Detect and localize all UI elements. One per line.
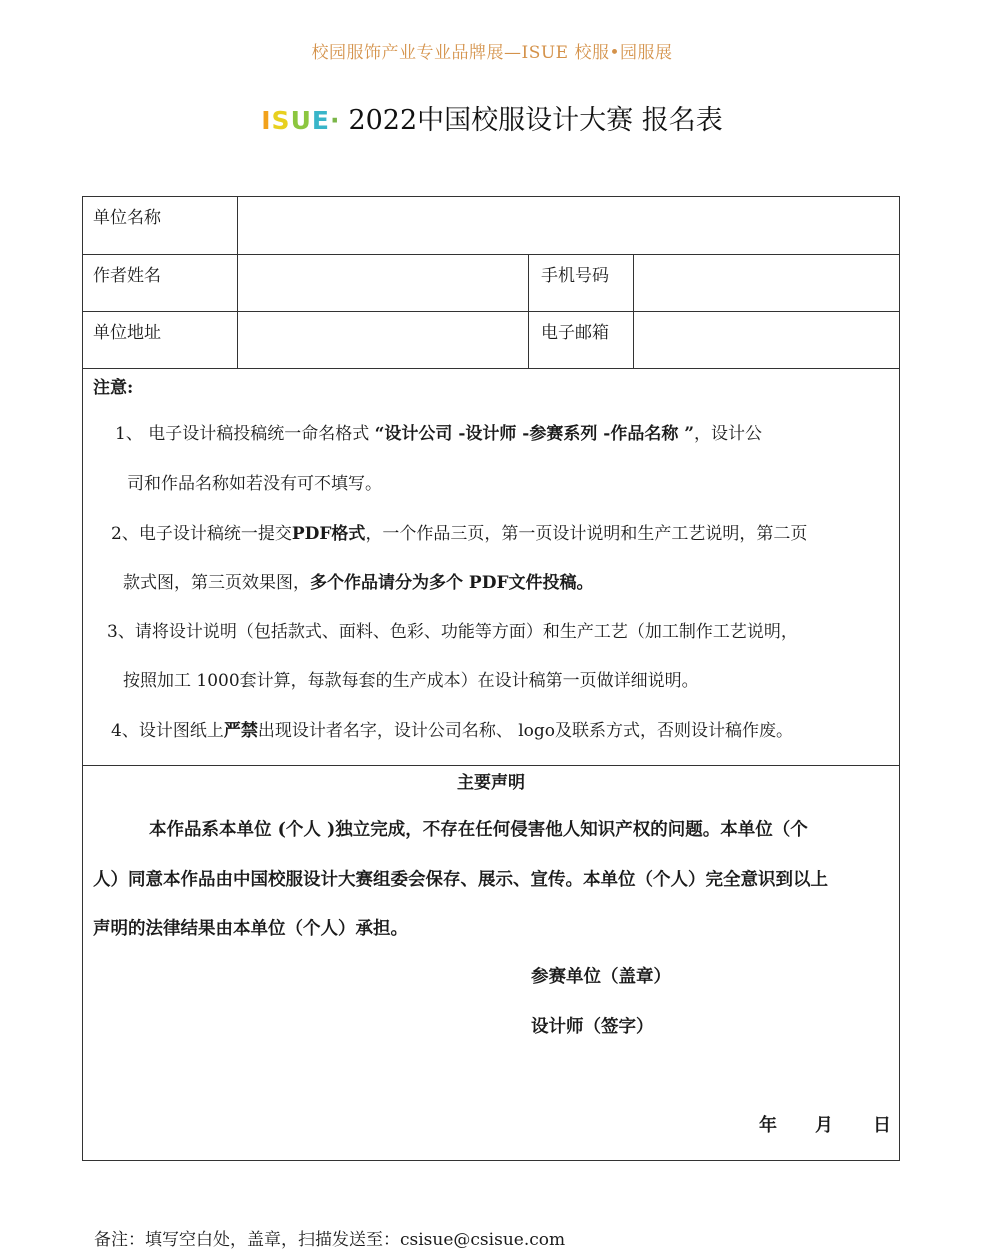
declaration-line-3: 声明的法律结果由本单位（个人）承担。 xyxy=(93,919,408,939)
divider xyxy=(237,197,238,254)
phone-label: 手机号码 xyxy=(541,266,609,286)
divider xyxy=(237,312,238,368)
sign-unit-label: 参赛单位（盖章） xyxy=(531,967,671,987)
phone-field[interactable] xyxy=(635,255,899,311)
declaration-heading: 主要声明 xyxy=(457,773,525,793)
divider xyxy=(528,255,529,311)
notes-section xyxy=(83,369,899,766)
declaration-line-2: 人）同意本作品由中国校服设计大赛组委会保存、展示、宣传。本单位（个人）完全意识到以上 xyxy=(93,870,828,890)
unit-name-field[interactable] xyxy=(239,197,899,254)
note-item-2: 2、电子设计稿统一提交PDF格式，一个作品三页，第一页设计说明和生产工艺说明，第二页 xyxy=(111,524,808,544)
note-item-2-cont: 款式图，第三页效果图，多个作品请分为多个 PDF文件投稿。 xyxy=(123,573,594,593)
note-item-4: 4、设计图纸上严禁出现设计者名字，设计公司名称、 logo及联系方式，否则设计稿作废。 xyxy=(111,721,794,741)
note-item-1: 1、 电子设计稿投稿统一命名格式 “设计公司 -设计师 -参赛系列 -作品名称 ”，设计公 xyxy=(115,424,763,444)
unit-name-label: 单位名称 xyxy=(93,208,161,228)
page-title xyxy=(0,98,984,137)
note-item-3-cont: 按照加工 1000套计算，每款每套的生产成本）在设计稿第一页做详细说明。 xyxy=(123,671,699,691)
row-author-phone xyxy=(83,255,899,312)
date-year-label: 年 xyxy=(759,1115,777,1136)
row-unit-name xyxy=(83,197,899,255)
row-address-email xyxy=(83,312,899,369)
header-tagline: 校园服饰产业专业品牌展—ISUE 校服•园服展 xyxy=(311,43,673,63)
email-field[interactable] xyxy=(635,312,899,368)
note-item-3: 3、请将设计说明（包括款式、面料、色彩、功能等方面）和生产工艺（加工制作工艺说明， xyxy=(107,622,798,642)
address-field[interactable] xyxy=(239,312,527,368)
isue-logo: ISUE· xyxy=(261,106,341,135)
notes-heading: 注意: xyxy=(93,378,134,398)
author-name-label: 作者姓名 xyxy=(93,266,161,286)
divider xyxy=(633,255,634,311)
declaration-section xyxy=(83,766,899,1160)
address-label: 单位地址 xyxy=(93,323,161,343)
divider xyxy=(528,312,529,368)
email-label: 电子邮箱 xyxy=(541,323,609,343)
note-item-1-cont: 司和作品名称如若没有可不填写。 xyxy=(127,474,382,494)
divider xyxy=(633,312,634,368)
declaration-line-1: 本作品系本单位 (个人 )独立完成，不存在任何侵害他人知识产权的问题。本单位（个 xyxy=(149,820,808,840)
author-name-field[interactable] xyxy=(239,255,527,311)
registration-form xyxy=(82,196,900,1161)
date-month-label: 月 xyxy=(815,1115,833,1136)
divider xyxy=(237,255,238,311)
footer-note: 备注：填写空白处，盖章，扫描发送至：csisue@csisue.com xyxy=(94,1230,566,1250)
title-text: 2022中国校服设计大赛 报名表 xyxy=(348,105,723,136)
sign-designer-label: 设计师（签字） xyxy=(531,1017,654,1037)
date-day-label: 日 xyxy=(873,1115,891,1136)
